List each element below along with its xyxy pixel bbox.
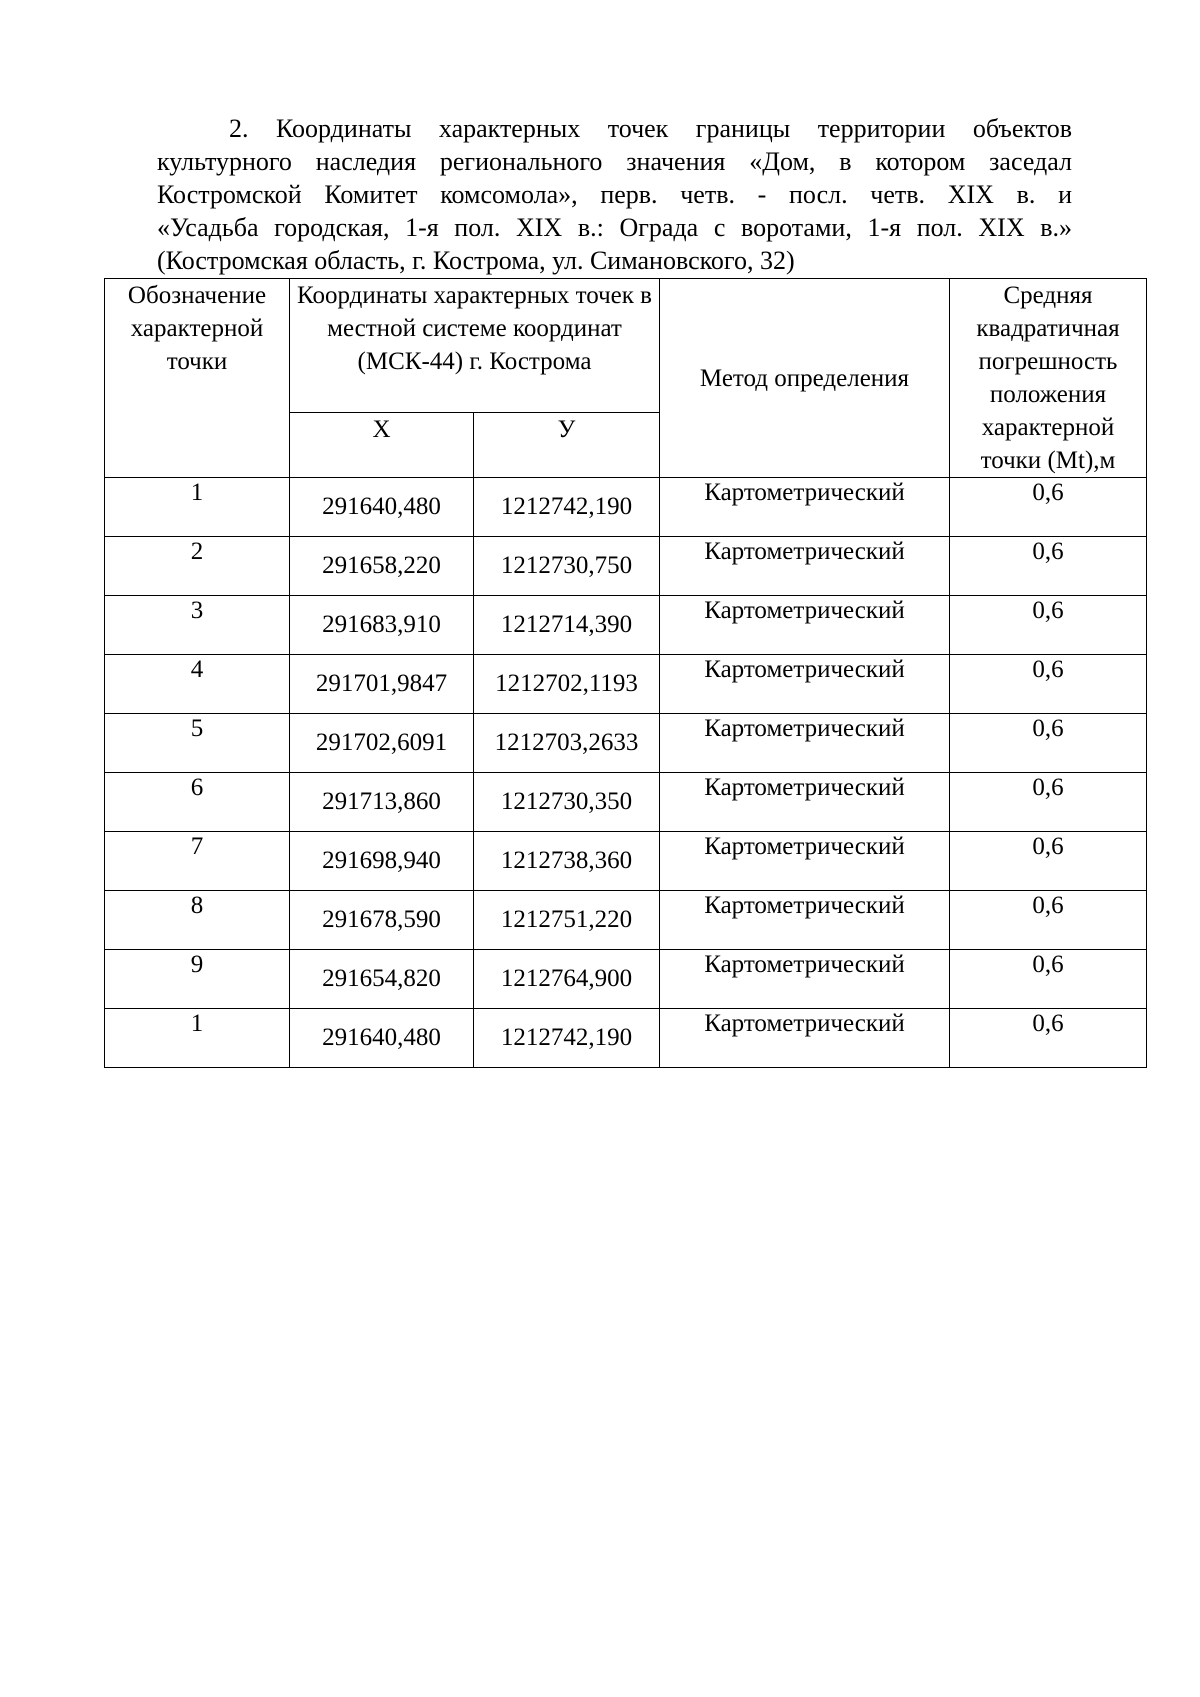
table-row bbox=[105, 478, 1147, 537]
table-header-row bbox=[105, 279, 1147, 413]
table-row bbox=[105, 596, 1147, 655]
cell-method: Картометрический bbox=[660, 537, 950, 596]
cell-point: 6 bbox=[105, 773, 290, 832]
cell-error: 0,6 bbox=[950, 891, 1147, 950]
heading-line: «Усадьба городская, 1-я пол. XIX в.: Ограда с воротами, 1-я пол. XIX в.» bbox=[157, 213, 1072, 242]
cell-error: 0,6 bbox=[950, 478, 1147, 537]
cell-error: 0,6 bbox=[950, 832, 1147, 891]
cell-y: 1212742,190 bbox=[474, 478, 660, 537]
cell-point: 2 bbox=[105, 537, 290, 596]
cell-error: 0,6 bbox=[950, 537, 1147, 596]
cell-x: 291698,940 bbox=[290, 832, 474, 891]
cell-method: Картометрический bbox=[660, 655, 950, 714]
cell-y: 1212742,190 bbox=[474, 1009, 660, 1068]
header-x: Х bbox=[290, 412, 474, 477]
header-point: Обозначение характерной точки bbox=[105, 279, 290, 478]
cell-x: 291702,6091 bbox=[290, 714, 474, 773]
table-row bbox=[105, 891, 1147, 950]
cell-y: 1212703,2633 bbox=[474, 714, 660, 773]
header-method: Метод определения bbox=[660, 279, 950, 478]
cell-point: 8 bbox=[105, 891, 290, 950]
header-error: Средняя квадратичная погрешность положения характерной точки (Mt),м bbox=[950, 279, 1147, 478]
cell-y: 1212764,900 bbox=[474, 950, 660, 1009]
cell-method: Картометрический bbox=[660, 950, 950, 1009]
cell-y: 1212751,220 bbox=[474, 891, 660, 950]
cell-point: 1 bbox=[105, 478, 290, 537]
cell-point: 1 bbox=[105, 1009, 290, 1068]
coordinates-table bbox=[104, 278, 1147, 1068]
cell-y: 1212738,360 bbox=[474, 832, 660, 891]
cell-x: 291640,480 bbox=[290, 478, 474, 537]
table-row bbox=[105, 1009, 1147, 1068]
cell-x: 291713,860 bbox=[290, 773, 474, 832]
cell-point: 3 bbox=[105, 596, 290, 655]
cell-point: 9 bbox=[105, 950, 290, 1009]
cell-method: Картометрический bbox=[660, 714, 950, 773]
cell-error: 0,6 bbox=[950, 655, 1147, 714]
cell-method: Картометрический bbox=[660, 832, 950, 891]
cell-error: 0,6 bbox=[950, 1009, 1147, 1068]
cell-x: 291678,590 bbox=[290, 891, 474, 950]
cell-point: 4 bbox=[105, 655, 290, 714]
cell-y: 1212730,350 bbox=[474, 773, 660, 832]
section-heading bbox=[157, 112, 1072, 277]
heading-line: 2. Координаты характерных точек границы территории объектов bbox=[229, 114, 1072, 143]
cell-method: Картометрический bbox=[660, 891, 950, 950]
cell-method: Картометрический bbox=[660, 1009, 950, 1068]
cell-x: 291658,220 bbox=[290, 537, 474, 596]
heading-line: (Костромская область, г. Кострома, ул. Симановского, 32) bbox=[157, 246, 795, 275]
cell-point: 5 bbox=[105, 714, 290, 773]
table-row bbox=[105, 537, 1147, 596]
cell-y: 1212730,750 bbox=[474, 537, 660, 596]
cell-error: 0,6 bbox=[950, 950, 1147, 1009]
cell-x: 291640,480 bbox=[290, 1009, 474, 1068]
cell-error: 0,6 bbox=[950, 596, 1147, 655]
cell-y: 1212714,390 bbox=[474, 596, 660, 655]
cell-method: Картометрический bbox=[660, 773, 950, 832]
header-coordinates: Координаты характерных точек в местной системе координат (МСК-44) г. Кострома bbox=[290, 279, 660, 413]
heading-line: культурного наследия регионального значения «Дом, в котором заседал bbox=[157, 147, 1072, 176]
cell-method: Картометрический bbox=[660, 596, 950, 655]
table-row bbox=[105, 773, 1147, 832]
table-row bbox=[105, 950, 1147, 1009]
cell-x: 291683,910 bbox=[290, 596, 474, 655]
cell-y: 1212702,1193 bbox=[474, 655, 660, 714]
table-row bbox=[105, 655, 1147, 714]
table-body bbox=[105, 478, 1147, 1068]
table-row bbox=[105, 832, 1147, 891]
heading-line: Костромской Комитет комсомола», перв. четв. - посл. четв. XIX в. и bbox=[157, 180, 1072, 209]
cell-error: 0,6 bbox=[950, 714, 1147, 773]
cell-x: 291654,820 bbox=[290, 950, 474, 1009]
cell-method: Картометрический bbox=[660, 478, 950, 537]
table-row bbox=[105, 714, 1147, 773]
cell-error: 0,6 bbox=[950, 773, 1147, 832]
cell-x: 291701,9847 bbox=[290, 655, 474, 714]
cell-point: 7 bbox=[105, 832, 290, 891]
header-y: У bbox=[474, 412, 660, 477]
